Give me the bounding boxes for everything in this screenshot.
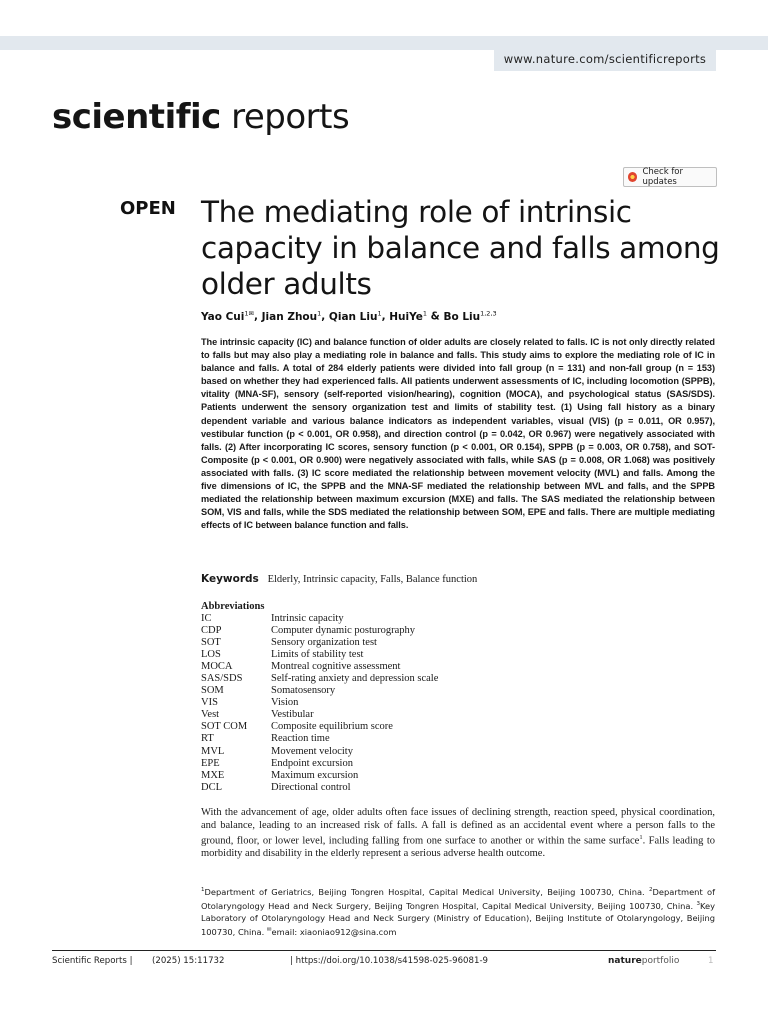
citation-link[interactable]: 1 (639, 834, 643, 842)
abbreviation-term: MVL (201, 745, 225, 757)
check-for-updates-label: Check for updates (642, 167, 684, 187)
abbreviation-row (201, 709, 438, 721)
article-title: The mediating role of intrinsic capacity in balance and falls among older adults (201, 195, 720, 301)
corresponding-email[interactable]: email: xiaoniao912@sina.com (271, 926, 397, 937)
keywords-label: Keywords (201, 573, 259, 585)
abbreviation-row (201, 697, 438, 709)
abbreviation-term: MXE (201, 769, 225, 781)
footer-divider (52, 950, 716, 951)
footer-doi-link[interactable]: | https://doi.org/10.1038/s41598-025-96081-9 (290, 956, 489, 966)
author[interactable]: Yao Cui$^{1✉}$ (201, 309, 254, 323)
logo-light-text: reports (220, 97, 350, 137)
abbreviation-definition: Computer dynamic posturography (271, 625, 416, 637)
abbreviation-term: IC (201, 613, 212, 624)
abbreviation-row (201, 770, 438, 782)
abbreviation-row (201, 625, 438, 637)
keywords (201, 573, 477, 585)
journal-logo[interactable] (52, 97, 349, 137)
abbreviation-row (201, 733, 438, 745)
abbreviation-term: Vest (201, 709, 220, 721)
abbreviation-definition: Maximum excursion (271, 769, 359, 781)
abbreviation-term: DCL (201, 781, 222, 793)
abbreviation-term: SOT (201, 637, 221, 649)
abbreviation-row (201, 721, 438, 733)
abbreviation-definition: Montreal cognitive assessment (271, 661, 401, 673)
abbreviation-row (201, 758, 438, 770)
abbreviation-term: CDP (201, 625, 222, 637)
abbreviation-definition: Somatosensory (271, 685, 336, 697)
abstract: The intrinsic capacity (IC) and balance function of older adults are closely related to falls. IC is not only directly related to falls but may also play a mediating role in balance and falls. This study aims to explore the mediating role of IC in balance and falls. A total of 284 elderly patients were divided into fall group (n = 131) and non-fall group (n = 153) based on whether they had experienced falls. All patients underwent assessments of IC, including locomotion (SPPB), vitality (MNA-SF), sensory (self-reported vision/hearing), cognition (MOCA), and psychological status (SAS/SDS). Patients underwent the sensory organization test and limits of stability test. (1) Using fall history as a binary dependent variable and various balance indicators as independent variables, visual (VIS) (p = 0.011, OR 0.957), vestibular function (p < 0.001, OR 0.958), and direction control (p = 0.042, OR 0.967) were negatively associated with falls. (2) After incorporating IC scores, sensory function (p < 0.001, OR 0.154), SPPB (p = 0.003, OR 0.758), and SOT-Composite (p < 0.001, OR 0.900) were negatively associated with falls, while SAS (p = 0.008, OR 1.068) was positively associated with falls. (3) IC score mediated the relationship between movement velocity (MVL) and falls. Among the five dimensions of IC, the SPPB and the MNA-SF mediated the relationship between MVL and falls, and the SPPB mediated the relationship between maximum excursion (MXE) and falls. The SAS mediated the relationship between SOM, VIS and falls, while the SDS mediated the relationship between SOM, EPE and falls. There are multiple mediating effects of IC between balance function and falls. (201, 337, 715, 531)
abbreviation-term: MOCA (201, 661, 233, 673)
abbreviation-row (201, 673, 438, 685)
abbreviation-row (201, 637, 438, 649)
abbreviation-row (201, 649, 438, 661)
crossmark-icon (628, 172, 637, 182)
abbreviation-definition: Reaction time (271, 733, 330, 745)
abbreviation-definition: Vestibular (271, 709, 314, 721)
abbreviation-definition: Limits of stability test (271, 649, 364, 661)
abbreviation-term: SAS/SDS (201, 673, 243, 685)
abbreviation-definition: Sensory organization test (271, 637, 377, 649)
abbreviation-row (201, 613, 438, 625)
affiliations: $^1$Department of Geriatrics, Beijing Tongren Hospital, Capital Medical University, Beijing 100730, China. $^2$Department of Otolaryngology Head and Neck Surgery, Beijing Tongren Hospital, Capital Medical University, Beijing 100730, China. $^3$Key Laboratory of Otolaryngology Head and Neck Surgery (Ministry of Education), Beijing Institute of Otolaryngology, Beijing 100730, China. ✉email: xiaoniao912@sina.com (201, 886, 715, 937)
author[interactable]: HuiYe$^1$ (389, 309, 427, 323)
abbreviation-term: VIS (201, 697, 218, 709)
abbreviation-definition: Movement velocity (271, 745, 353, 757)
open-access-label: OPEN (120, 198, 176, 219)
abbreviation-definition: Vision (271, 697, 299, 709)
abbreviation-definition: Self-rating anxiety and depression scale (271, 673, 439, 685)
page-number: 1 (708, 956, 714, 966)
abbreviations-list (201, 600, 438, 794)
abbreviation-definition: Composite equilibrium score (271, 721, 393, 733)
logo-bold-text: scientific (52, 97, 221, 137)
keywords-list: Elderly, Intrinsic capacity, Falls, Balance function (267, 574, 478, 585)
abbreviations-heading: Abbreviations (201, 601, 265, 612)
check-for-updates-button[interactable] (623, 167, 717, 187)
author[interactable]: Jian Zhou$^1$ (261, 309, 322, 323)
author-list: Yao Cui$^{1✉}$, Jian Zhou$^1$, Qian Liu$^1$, HuiYe$^1$ & Bo Liu$^{1,2,3}$ (201, 309, 497, 323)
abbreviation-term: SOM (201, 685, 224, 697)
abbreviation-term: LOS (201, 649, 221, 661)
author[interactable]: Qian Liu$^1$ (328, 309, 382, 323)
abbreviation-term: EPE (201, 757, 220, 769)
abbreviation-term: RT (201, 733, 214, 745)
footer-volume: (2025) 15:11732 (152, 956, 225, 966)
abbreviation-definition: Directional control (271, 781, 351, 793)
author[interactable]: Bo Liu$^{1,2,3}$ (443, 309, 497, 323)
abbreviation-row (201, 746, 438, 758)
abbreviation-definition: Intrinsic capacity (271, 613, 344, 624)
nature-portfolio-logo: natureportfolio (608, 956, 680, 966)
abbreviation-row (201, 685, 438, 697)
footer-journal: Scientific Reports | (52, 956, 133, 966)
abbreviation-term: SOT COM (201, 721, 248, 733)
intro-paragraph: With the advancement of age, older adults often face issues of declining strength, reaction speed, physical coordination, and balance, leading to an increased risk of falls. A fall is defined as an accidental event where a person falls to the ground, floor, or lower level, including falling from one surface to another or within the same surface$^1$. Falls leading to morbidity and disability in the elderly represent a serious adverse health outcome. (201, 807, 715, 860)
journal-url[interactable]: www.nature.com/scientificreports (494, 47, 716, 71)
abbreviation-row (201, 661, 438, 673)
abbreviation-row (201, 782, 438, 794)
abbreviation-definition: Endpoint excursion (271, 757, 353, 769)
